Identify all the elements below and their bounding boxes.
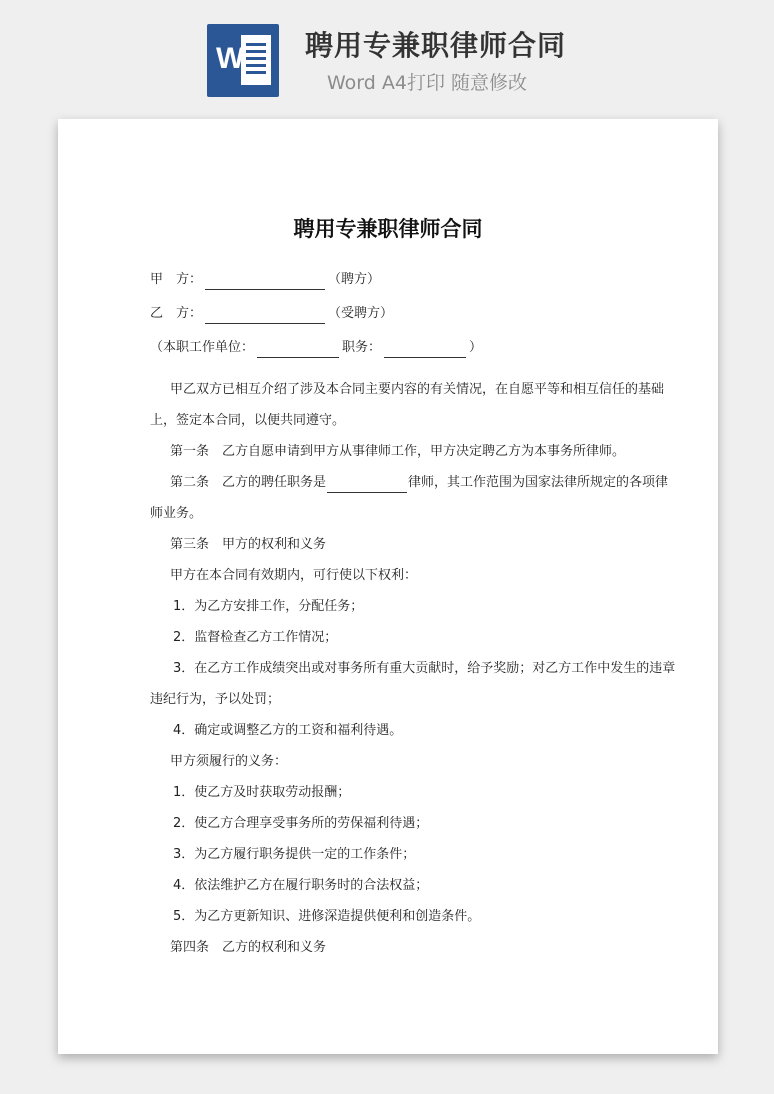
duty-item-5: 5．为乙方更新知识、进修深造提供便利和创造条件。 (173, 909, 481, 924)
article-4-heading: 第四条 乙方的权利和义务 (170, 940, 327, 955)
article-2-line-1 (170, 473, 668, 493)
article-3-heading: 第三条 甲方的权利和义务 (170, 537, 327, 552)
duty-item-4: 4．依法维护乙方在履行职务时的合法权益； (173, 878, 429, 893)
banner-title: 聘用专兼职律师合同 (305, 29, 567, 62)
position-blank[interactable] (384, 342, 466, 358)
party-a-line (150, 270, 380, 290)
banner-subtitle: Word A4打印 随意修改 (327, 72, 528, 94)
article-2-line-2: 师业务。 (150, 506, 203, 521)
party-a-note: （聘方） (328, 272, 381, 287)
document-lines-icon (241, 35, 271, 85)
duty-item-3: 3．为乙方履行职务提供一定的工作条件； (173, 847, 416, 862)
article-2-part-b: 律师，其工作范围为国家法律所规定的各项律 (408, 475, 669, 490)
article-2-part-a: 第二条 乙方的聘任职务是 (170, 475, 327, 490)
party-b-note: （受聘方） (328, 306, 394, 321)
article-1: 第一条 乙方自愿申请到甲方从事律师工作，甲方决定聘乙方为本事务所律师。 (170, 444, 626, 459)
duty-item-1: 1．使乙方及时获取劳动报酬； (173, 785, 351, 800)
unit-line (150, 338, 482, 358)
duty-item-2: 2．使乙方合理享受事务所的劳保福利待遇； (173, 816, 429, 831)
duties-intro: 甲方须履行的义务： (170, 754, 288, 769)
unit-blank[interactable] (257, 342, 339, 358)
right-item-3-line-1: 3．在乙方工作成绩突出或对事务所有重大贡献时，给予奖励；对乙方工作中发生的违章 (173, 661, 676, 676)
unit-label: （本职工作单位： (150, 340, 255, 355)
article-2-blank[interactable] (327, 477, 407, 493)
position-label: 职务： (342, 340, 382, 355)
party-a-label: 甲 方： (150, 272, 203, 287)
rights-intro: 甲方在本合同有效期内，可行使以下权利： (170, 568, 418, 583)
document-title: 聘用专兼职律师合同 (293, 217, 483, 241)
intro-line-2: 上，签定本合同，以便共同遵守。 (150, 413, 346, 428)
right-item-2: 2．监督检查乙方工作情况； (173, 630, 338, 645)
right-item-1: 1．为乙方安排工作，分配任务； (173, 599, 364, 614)
header-banner (0, 0, 774, 118)
word-logo-letter: W (216, 42, 245, 75)
intro-line-1: 甲乙双方已相互介绍了涉及本合同主要内容的有关情况，在自愿平等和相互信任的基础 (170, 382, 665, 397)
party-b-line (150, 304, 393, 324)
word-logo-icon (207, 24, 279, 97)
party-a-blank[interactable] (205, 274, 325, 290)
unit-close: ） (469, 340, 483, 355)
right-item-3-line-2: 违纪行为，予以处罚； (150, 692, 281, 707)
document-page (58, 119, 718, 1054)
right-item-4: 4．确定或调整乙方的工资和福利待遇。 (173, 723, 403, 738)
party-b-blank[interactable] (205, 308, 325, 324)
party-b-label: 乙 方： (150, 306, 203, 321)
